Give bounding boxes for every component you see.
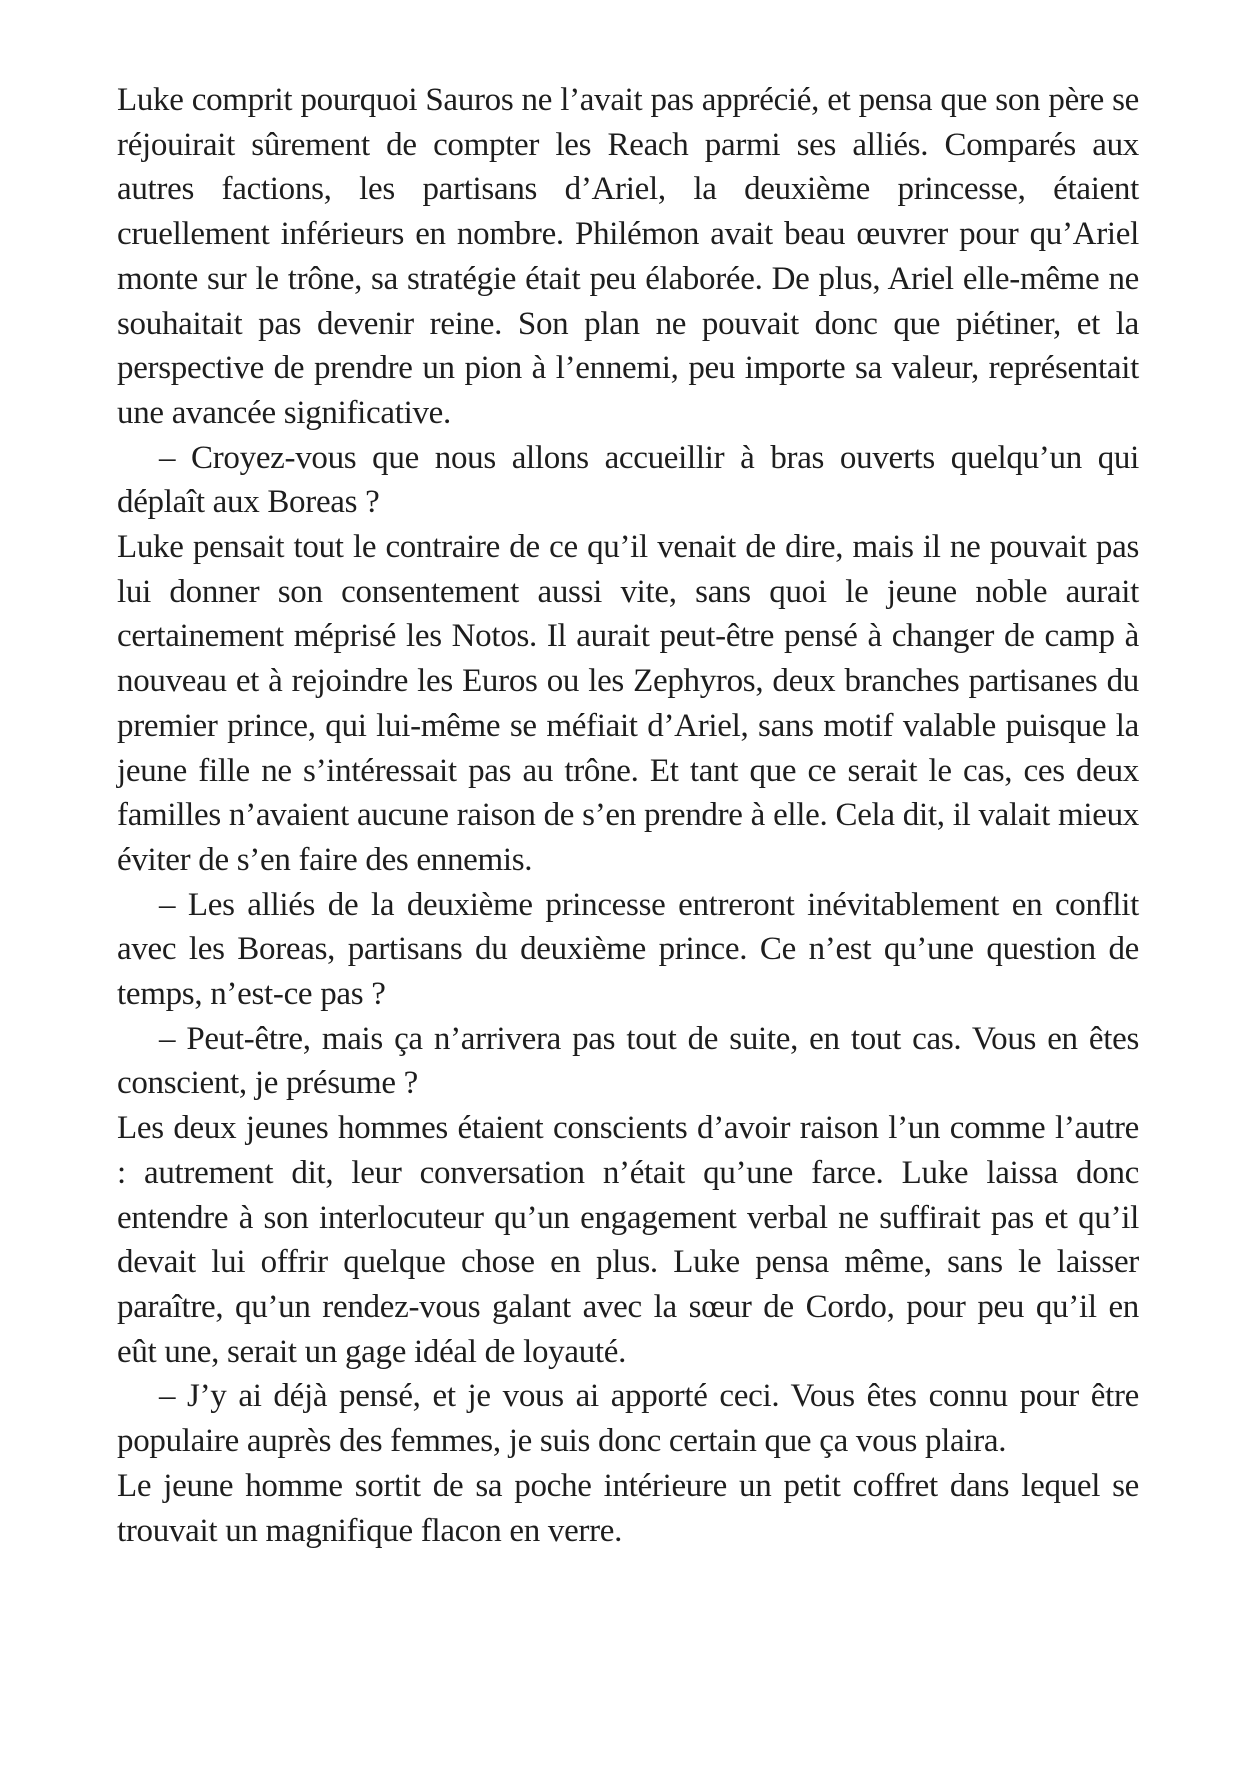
paragraph-narration: Le jeune homme sortit de sa poche intérieure un petit coffret dans lequel se trouvait un magnifique flacon en verre. bbox=[117, 1467, 1139, 1549]
paragraph-dialogue: – Croyez-vous que nous allons accueillir à bras ouverts quelqu’un qui déplaît aux Boreas ? bbox=[117, 439, 1139, 521]
paragraph-narration: Les deux jeunes hommes étaient conscients d’avoir raison l’un comme l’autre : autrement dit, leur conversation n’était qu’une farce. Luke laissa donc entendre à son interlocuteur qu’un engagement verbal ne suffirait pas et qu’il devait lui offrir quelque chose en plus. Luke pensa même, sans le laisser paraître, qu’un rendez-vous galant avec la sœur de Cordo, pour peu qu’il en eût une, serait un gage idéal de loyauté. bbox=[117, 1110, 1139, 1370]
paragraph-dialogue: – Les alliés de la deuxième princesse entreront inévitablement en conflit avec les Boreas, partisans du deuxième prince. Ce n’est qu’une question de temps, n’est-ce pas ? bbox=[117, 886, 1139, 1013]
paragraph-dialogue: – J’y ai déjà pensé, et je vous ai apporté ceci. Vous êtes connu pour être populaire auprès des femmes, je suis donc certain que ça vous plaira. bbox=[117, 1378, 1139, 1460]
paragraph-narration: Luke pensait tout le contraire de ce qu’il venait de dire, mais il ne pouvait pas lui donner son consentement aussi vite, sans quoi le jeune noble aurait certainement méprisé les Notos. Il aurait peut-être pensé à changer de camp à nouveau et à rejoindre les Euros ou les Zephyros, deux branches partisanes du premier prince, qui lui-même se méfiait d’Ariel, sans motif valable puisque la jeune fille ne s’intéressait pas au trône. Et tant que ce serait le cas, ces deux familles n’avaient aucune raison de s’en prendre à elle. Cela dit, il valait mieux éviter de s’en faire des ennemis. bbox=[117, 529, 1139, 878]
paragraph-dialogue: – Peut-être, mais ça n’arrivera pas tout de suite, en tout cas. Vous en êtes conscient, je présume ? bbox=[117, 1020, 1139, 1102]
book-page bbox=[117, 78, 1139, 1553]
paragraph-narration: Luke comprit pourquoi Sauros ne l’avait pas apprécié, et pensa que son père se réjouirait sûrement de compter les Reach parmi ses alliés. Comparés aux autres factions, les partisans d’Ariel, la deuxième princesse, étaient cruellement inférieurs en nombre. Philémon avait beau œuvrer pour qu’Ariel monte sur le trône, sa stratégie était peu élaborée. De plus, Ariel elle-même ne souhaitait pas devenir reine. Son plan ne pouvait donc que piétiner, et la perspective de prendre un pion à l’ennemi, peu importe sa valeur, représentait une avancée significative. bbox=[117, 82, 1139, 431]
